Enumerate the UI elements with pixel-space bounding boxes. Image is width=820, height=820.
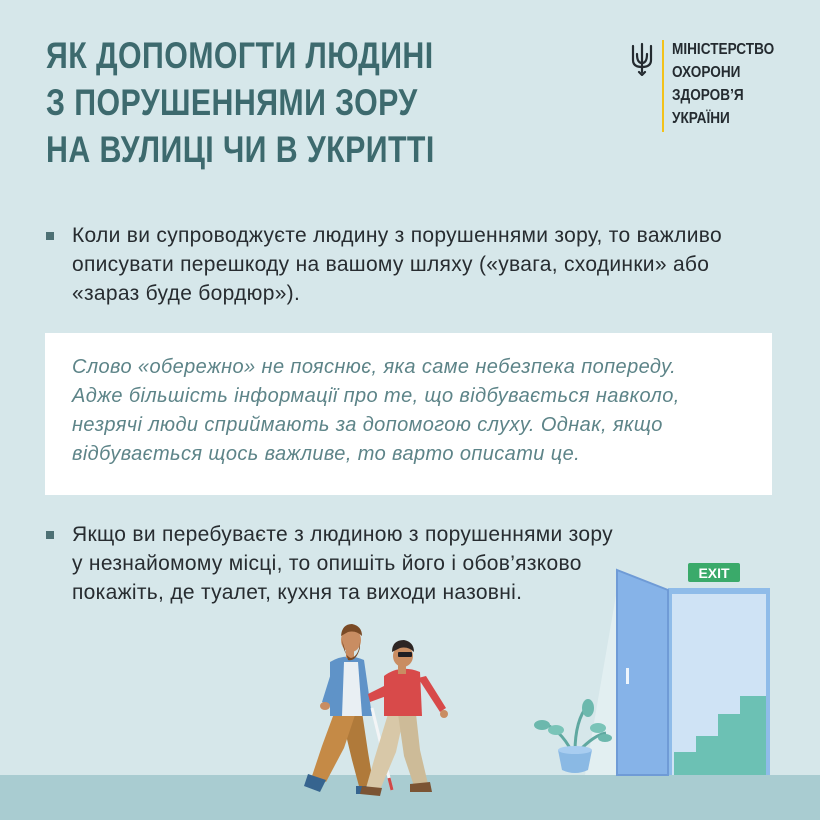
ministry-name-line-4: УКРАЇНИ [672,110,730,127]
exit-sign-label: EXIT [698,565,730,581]
title-line-1: ЯК ДОПОМОГТИ ЛЮДИНІ [46,35,434,76]
exit-sign [688,563,740,582]
note-line-4: відбувається щось важливе, то варто описати це. [72,443,581,465]
ministry-name-line-3: ЗДОРОВ’Я [672,87,744,104]
note-line-1: Слово «обережно» не пояснює, яка саме небезпека попереду. [72,356,677,378]
note-line-3: незрячі люди сприймають за допомогою слуху. Однак, якщо [72,414,663,436]
title-line-2: З ПОРУШЕННЯМИ ЗОРУ [46,82,418,123]
title-line-3: НА ВУЛИЦІ ЧИ В УКРИТТІ [46,129,435,170]
guide-person [304,624,380,794]
bullet-1-line-3: «зараз буде бордюр»). [72,282,301,305]
bullet-1-line-2: описувати перешкоду на вашому шляху («увага, сходинки» або [72,253,710,276]
bullet-2-line-1: Якщо ви перебуваєте з людиною з порушеннями зору [72,523,613,546]
ministry-name-line-1: МІНІСТЕРСТВО [672,41,775,58]
note-line-2: Адже більшість інформації про те, що відбувається навколо, [72,385,680,407]
bullet-2-line-3: покажіть, де туалет, кухня та виходи назовні. [72,581,523,604]
bullet-1-line-1: Коли ви супроводжуєте людину з порушеннями зору, то важливо [72,224,722,247]
bullet-2-line-2: у незнайомому місці, то опишіть його і обов’язково [72,552,582,575]
ministry-name-line-2: ОХОРОНИ [672,64,741,81]
